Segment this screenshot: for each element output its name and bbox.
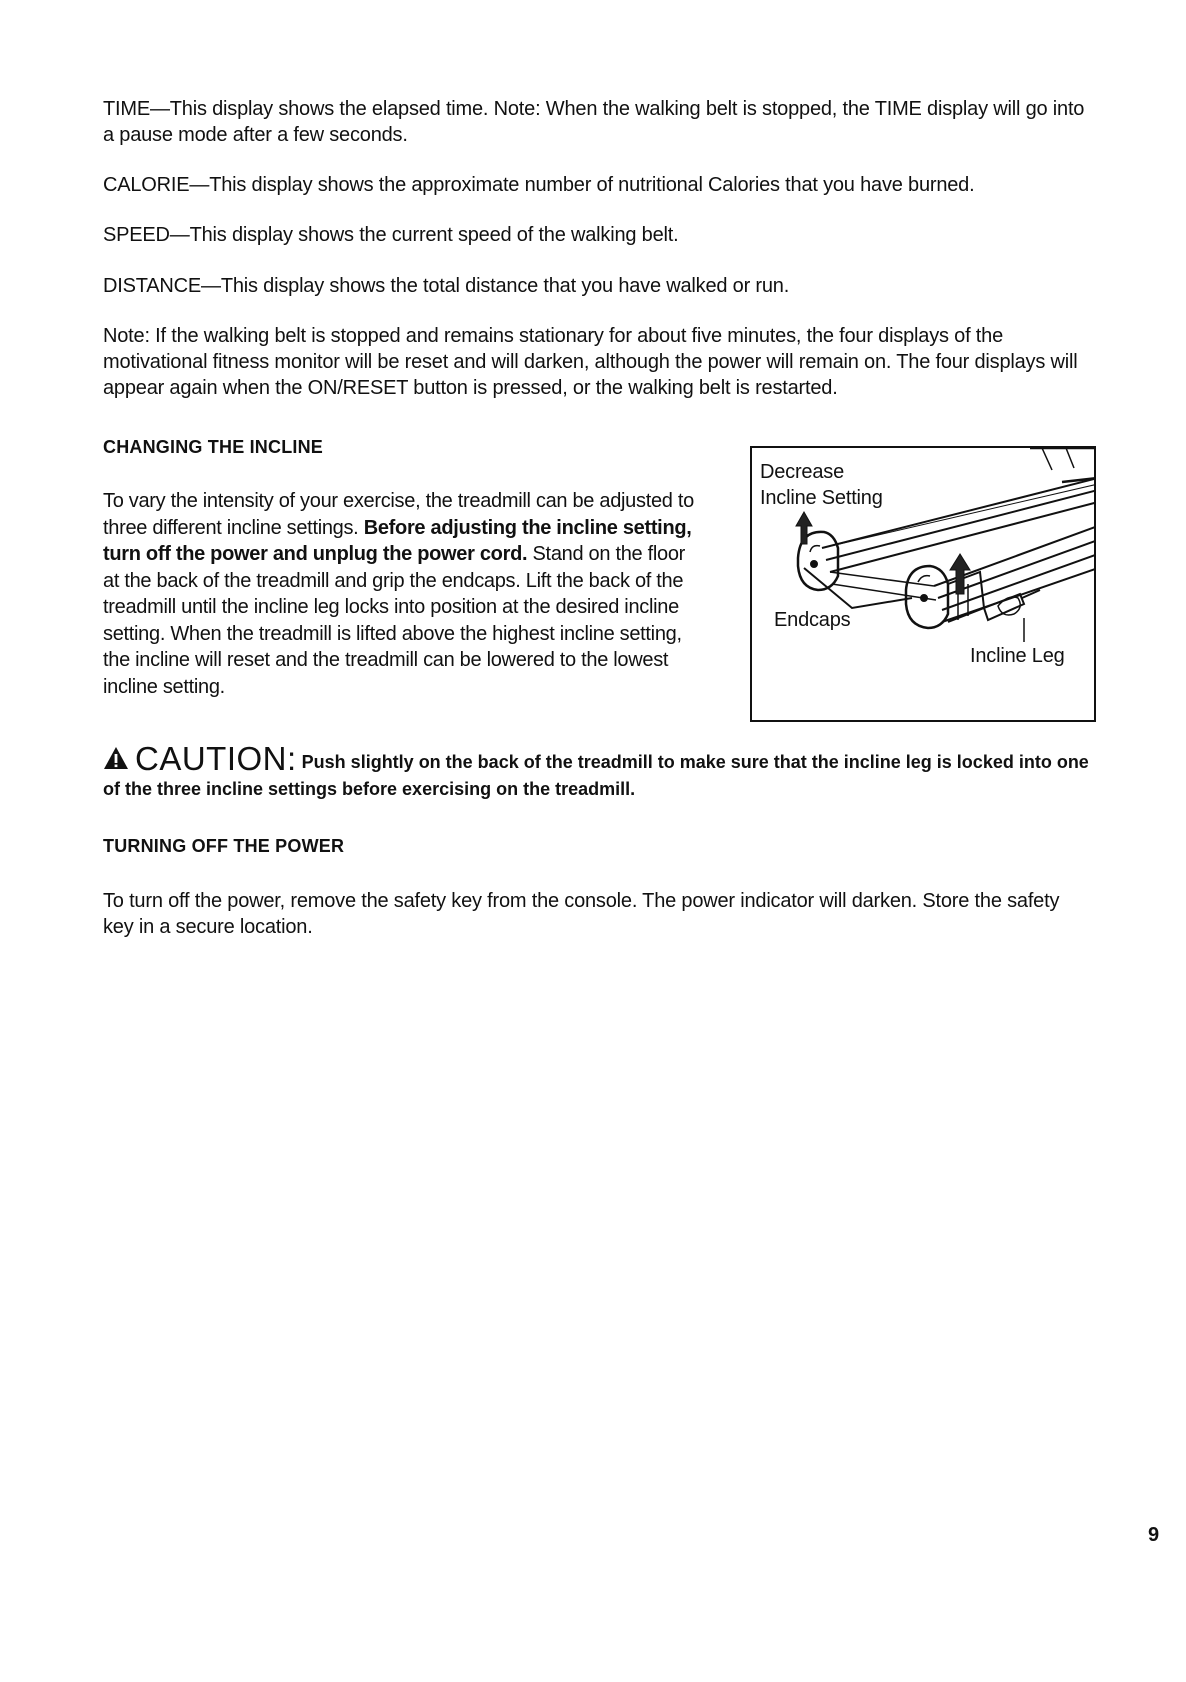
- incline-text-rest: Stand on the floor at the back of the treadmill and grip the endcaps. Lift the back of the treadmill until the incline leg locks into position at the desired incline setting. When the treadmill is lifted above the highest incline setting, the incline will reset and the treadmill can be lowered to the lowest incline setting.: [103, 543, 686, 698]
- incline-text-intro: To vary the intensity of your exercise, the treadmill can be adjusted to three different incline settings.: [103, 490, 694, 539]
- calorie-paragraph: CALORIE—This display shows the approximate number of nutritional Calories that you have burned.: [103, 174, 975, 196]
- label-incline-setting: Incline Setting: [760, 487, 883, 509]
- caution-colon: :: [287, 740, 297, 777]
- note-paragraph: Note: If the walking belt is stopped and remains stationary for about five minutes, the four displays of the motivational fitness monitor will be reset and will darken, although the power will remain on. The four displays will appear again when the ON/RESET button is pressed, or the walking belt is restarted.: [103, 325, 1078, 399]
- incline-text-warning: Before adjusting the incline setting, turn off the power and unplug the power cord.: [103, 516, 692, 565]
- label-incline-leg: Incline Leg: [970, 645, 1065, 667]
- caution-text: Push slightly on the back of the treadmill to make sure that the incline leg is locked into one of the three incline settings before exercising on the treadmill.: [103, 752, 1089, 799]
- caution-block: [103, 740, 1103, 803]
- changing-incline-heading: CHANGING THE INCLINE: [103, 437, 323, 457]
- distance-paragraph: DISTANCE—This display shows the total distance that you have walked or run.: [103, 275, 790, 297]
- label-decrease: Decrease: [760, 461, 844, 483]
- caution-word: CAUTION: [135, 740, 287, 777]
- warning-triangle-icon: [103, 746, 129, 770]
- time-paragraph: TIME—This display shows the elapsed time. Note: When the walking belt is stopped, the TIME display will go into a pause mode after a few seconds.: [103, 98, 1085, 146]
- incline-figure: [750, 446, 1096, 722]
- page-number: 9: [1148, 1524, 1160, 1546]
- speed-paragraph: SPEED—This display shows the current speed of the walking belt.: [103, 224, 679, 246]
- label-endcaps: Endcaps: [774, 609, 851, 631]
- turning-off-power-heading: TURNING OFF THE POWER: [103, 836, 345, 856]
- changing-incline-paragraph: [103, 488, 703, 700]
- turning-off-power-paragraph: To turn off the power, remove the safety key from the console. The power indicator will darken. Store the safety key in a secure location.: [103, 890, 1060, 938]
